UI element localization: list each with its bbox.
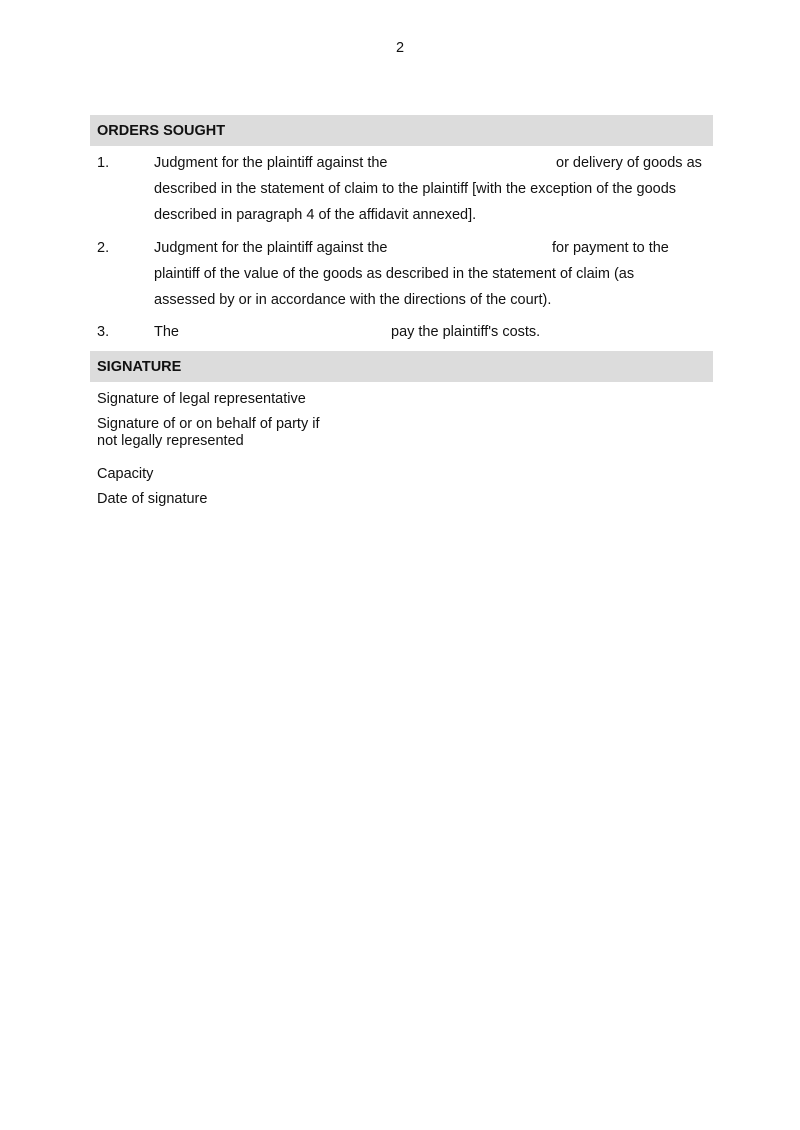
order-text-line: plaintiff of the value of the goods as described in the statement of claim (as: [154, 266, 635, 282]
order-text-line: for payment to the: [552, 240, 669, 256]
order-text-line: described in the statement of claim to the plaintiff [with the exception of the goods: [154, 181, 677, 197]
party-signature-label-line1: Signature of or on behalf of party if: [97, 416, 320, 432]
order-number: 3.: [97, 324, 110, 340]
signature-heading: SIGNATURE: [97, 359, 182, 375]
orders-sought-header: [90, 115, 713, 146]
order-text-line: The: [154, 324, 179, 340]
party-signature-label-line2: not legally represented: [97, 433, 244, 449]
order-text-line: pay the plaintiff's costs.: [391, 324, 541, 340]
order-number: 2.: [97, 240, 110, 256]
capacity-label: Capacity: [97, 466, 154, 482]
order-text-line: Judgment for the plaintiff against the: [154, 240, 388, 256]
order-text-line: assessed by or in accordance with the directions of the court).: [154, 292, 552, 308]
date-of-signature-label: Date of signature: [97, 491, 208, 507]
order-number: 1.: [97, 155, 110, 171]
order-text-line: described in paragraph 4 of the affidavit annexed].: [154, 207, 477, 223]
order-text-line: Judgment for the plaintiff against the: [154, 155, 388, 171]
orders-sought-heading: ORDERS SOUGHT: [97, 123, 226, 139]
legal-representative-signature-label: Signature of legal representative: [97, 391, 306, 407]
order-text-line: or delivery of goods as: [556, 155, 702, 171]
page-number: 2: [395, 40, 405, 56]
signature-header: [90, 351, 713, 382]
